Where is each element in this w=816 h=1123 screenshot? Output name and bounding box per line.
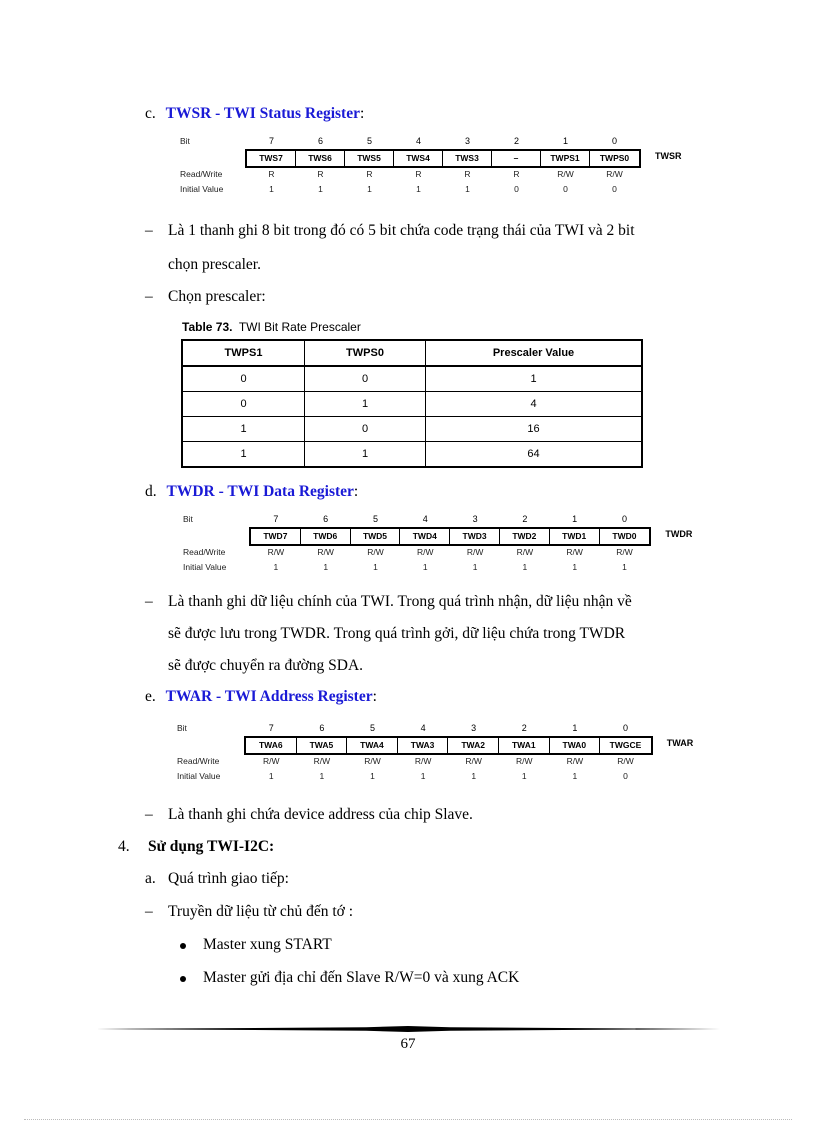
transfer-text: Truyền dữ liệu từ chủ đến tớ : (168, 903, 354, 920)
section-e-colon: : (372, 688, 377, 705)
chon-prescaler-line (145, 288, 266, 306)
rw-value: R/W (606, 169, 623, 179)
section-e-title: TWAR - TWI Address Register (165, 688, 373, 705)
initial-value: 0 (623, 771, 628, 781)
register-bit-cell: TWA0 (550, 738, 601, 753)
rw-value: R (317, 169, 324, 179)
rw-value: R/W (414, 756, 432, 766)
register-bit-cell: TWD5 (351, 529, 401, 544)
table-header-row (182, 340, 642, 366)
bit-number: 0 (621, 514, 627, 524)
table-cell: 1 (426, 366, 643, 392)
register-bit-cell: TWGCE (609, 740, 642, 750)
twar-desc-text: Là thanh ghi chứa device address của chip Slave. (168, 806, 473, 823)
register-bit-row (244, 736, 653, 755)
table-cell: 4 (426, 392, 643, 417)
rw-value: R/W (516, 547, 534, 557)
dash-marker: – (145, 288, 153, 305)
section-c-marker: c. (145, 105, 156, 122)
register-name: TWDR (665, 529, 693, 539)
twsr-desc-line-1 (145, 222, 635, 240)
register-bit-cell: TWA6 (246, 738, 297, 753)
bit-number: 2 (521, 723, 527, 733)
section-4-number: 4. (118, 838, 130, 855)
table73-caption-number: Table 73. (182, 320, 233, 334)
bit-number: 6 (319, 723, 325, 733)
bit-number: 2 (522, 514, 528, 524)
bit-number: 0 (622, 723, 628, 733)
table-cell: 64 (426, 442, 643, 468)
register-bit-cell: TWA1 (499, 738, 550, 753)
twdr-desc-text-1: Là thanh ghi dữ liệu chính của TWI. Trong quá trình nhận, dữ liệu nhận về (168, 593, 632, 610)
initial-value: 1 (319, 771, 325, 781)
initial-value: 1 (268, 771, 274, 781)
table-header-cell: TWPS0 (305, 340, 426, 366)
bit-number: 3 (471, 723, 477, 733)
initial-value: 1 (471, 771, 477, 781)
initial-value: 1 (416, 184, 421, 194)
bit-number: 1 (572, 514, 578, 524)
register-bit-row (249, 527, 651, 546)
section-e-marker: e. (145, 688, 156, 705)
table-cell: 1 (305, 442, 426, 468)
rw-value: R/W (566, 756, 584, 766)
bullet-icon (180, 943, 186, 949)
bullet-item-1: Master xung START (203, 936, 332, 953)
table-cell: 1 (305, 392, 426, 417)
bit-number: 5 (372, 514, 378, 524)
bit-number: 5 (369, 723, 375, 733)
bit-number: 7 (268, 723, 274, 733)
bit-number: 2 (513, 136, 519, 146)
bit-number: 4 (415, 136, 421, 146)
rw-value: R/W (367, 547, 384, 557)
initial-value-label: Initial Value (177, 771, 221, 781)
page-number: 67 (400, 1036, 416, 1052)
initial-value: 1 (522, 562, 528, 572)
bullet-icon (180, 976, 186, 982)
table-row (182, 366, 642, 392)
table-row (182, 392, 642, 417)
table-header-cell: Prescaler Value (426, 340, 643, 366)
register-bit-cell: TWD3 (450, 529, 500, 544)
rw-value: R/W (267, 547, 285, 557)
dash-marker: – (145, 593, 153, 610)
table-row (182, 417, 642, 442)
initial-value: 1 (367, 184, 372, 194)
dash-marker: – (145, 903, 153, 920)
section-d-colon: : (353, 483, 359, 500)
register-bit-cell: TWD2 (500, 529, 550, 544)
initial-value: 1 (572, 771, 578, 781)
dash-marker: – (145, 806, 153, 823)
rw-value: R/W (516, 756, 533, 766)
rw-value: R/W (465, 756, 482, 766)
section-e-heading (145, 688, 377, 706)
subsection-a-text: Quá trình giao tiếp: (168, 870, 289, 887)
bit-number: 1 (572, 723, 578, 733)
dash-marker: – (145, 222, 153, 239)
initial-value: 1 (323, 562, 329, 572)
rw-value: R (366, 169, 373, 179)
rw-value: R/W (616, 547, 633, 557)
initial-value-label: Initial Value (180, 184, 224, 194)
register-bit-cell: TWA5 (297, 738, 348, 753)
register-bit-cell: TWA2 (448, 738, 499, 753)
transfer-line (145, 903, 354, 921)
initial-value: 0 (514, 184, 519, 194)
register-name: TWSR (655, 151, 682, 161)
rw-value: R/W (364, 756, 381, 766)
bit-number: 1 (562, 136, 568, 146)
register-bit-cell: TWA4 (347, 738, 398, 753)
rw-value: R/W (263, 756, 280, 766)
section-d-title: TWDR - TWI Data Register (166, 483, 354, 500)
initial-value: 0 (612, 184, 617, 194)
register-bit-cell: TWPS0 (599, 153, 630, 163)
table-cell: 0 (305, 366, 426, 392)
register-bit-row (245, 149, 641, 168)
bit-number: 5 (366, 136, 372, 146)
register-bit-cell: – (492, 151, 541, 166)
table-cell: 1 (182, 442, 305, 468)
register-bit-cell: TWD6 (301, 529, 351, 544)
read-write-label: Read/Write (180, 169, 223, 179)
initial-value: 1 (373, 562, 378, 572)
register-bit-cell: TWD7 (251, 529, 301, 544)
initial-value: 0 (563, 184, 568, 194)
chon-prescaler-text: Chọn prescaler: (168, 288, 266, 305)
bit-number: 4 (422, 514, 428, 524)
register-name: TWAR (666, 738, 694, 748)
bullet-item-2: Master gửi địa chỉ đến Slave R/W=0 và xung ACK (203, 969, 520, 986)
initial-value: 1 (465, 184, 470, 194)
subsection-a (145, 870, 289, 888)
bit-number: 4 (420, 723, 426, 733)
register-bit-cell: TWPS1 (541, 151, 590, 166)
table-row (182, 442, 642, 468)
section-c-title: TWSR - TWI Status Register (165, 105, 360, 122)
rw-value: R/W (466, 547, 484, 557)
section-d-marker: d. (145, 483, 157, 500)
section-c-colon: : (359, 105, 365, 122)
register-bit-cell: TWA3 (398, 738, 449, 753)
rw-value: R (464, 169, 471, 179)
subsection-a-marker: a. (145, 870, 156, 887)
initial-value: 1 (572, 562, 578, 572)
twsr-desc-line-2: chọn prescaler. (168, 256, 261, 273)
section-d-heading (145, 483, 358, 501)
register-bit-cell: TWS3 (443, 151, 492, 166)
rw-value: R/W (417, 547, 434, 557)
table-cell: 0 (305, 417, 426, 442)
twdr-desc-line-2: sẽ được lưu trong TWDR. Trong quá trình gởi, dữ liệu chứa trong TWDR (168, 625, 626, 642)
bit-label: Bit (180, 136, 190, 146)
section-4-title: Sử dụng TWI-I2C: (148, 838, 275, 855)
initial-value: 1 (521, 771, 527, 781)
rw-value: R (415, 169, 422, 179)
bit-number: 3 (464, 136, 470, 146)
rw-value: R/W (617, 756, 634, 766)
initial-value: 1 (420, 771, 426, 781)
bit-number: 0 (611, 136, 617, 146)
rw-value: R (268, 169, 275, 179)
register-bit-cell: TWD4 (400, 529, 450, 544)
bit-label: Bit (177, 723, 187, 733)
initial-value: 1 (472, 562, 478, 572)
bit-number: 7 (268, 136, 274, 146)
twdr-desc-line-1 (145, 593, 632, 611)
table73-caption (182, 320, 361, 334)
initial-value-label: Initial Value (183, 562, 227, 572)
table-cell: 0 (182, 392, 305, 417)
rw-value: R/W (557, 169, 574, 179)
table73-caption-title: TWI Bit Rate Prescaler (238, 320, 361, 334)
bit-number: 6 (317, 136, 323, 146)
table-header-cell: TWPS1 (182, 340, 305, 366)
section-4-heading (118, 838, 275, 856)
twar-desc-line (145, 806, 473, 824)
read-write-label: Read/Write (177, 756, 220, 766)
register-bit-cell: TWS6 (296, 151, 345, 166)
bit-number: 6 (323, 514, 329, 524)
register-bit-cell: TWS7 (247, 151, 296, 166)
initial-value: 1 (318, 184, 323, 194)
initial-value: 1 (422, 562, 428, 572)
initial-value: 1 (622, 562, 627, 572)
rw-value: R (513, 169, 520, 179)
prescaler-table (181, 339, 643, 468)
register-bit-cell: TWD0 (612, 531, 637, 541)
page-bottom-dotted-edge (24, 1119, 792, 1120)
table-cell: 1 (182, 417, 305, 442)
initial-value: 1 (269, 184, 274, 194)
rw-value: R/W (317, 547, 334, 557)
section-c-heading (145, 105, 364, 123)
register-bit-cell: TWS5 (345, 151, 394, 166)
register-bit-cell: TWD1 (550, 529, 600, 544)
rw-value: R/W (566, 547, 583, 557)
table-cell: 0 (182, 366, 305, 392)
twdr-desc-line-3: sẽ được chuyển ra đường SDA. (168, 657, 364, 674)
bit-number: 3 (472, 514, 478, 524)
bit-number: 7 (273, 514, 279, 524)
footer-rule (96, 1024, 720, 1034)
bit-label: Bit (183, 514, 193, 524)
read-write-label: Read/Write (183, 547, 226, 557)
register-bit-cell: TWS4 (394, 151, 443, 166)
twsr-desc-text-1: Là 1 thanh ghi 8 bit trong đó có 5 bit chứa code trạng thái của TWI và 2 bit (168, 222, 635, 239)
rw-value: R/W (313, 756, 331, 766)
table-cell: 16 (426, 417, 643, 442)
initial-value: 1 (370, 771, 375, 781)
initial-value: 1 (273, 562, 279, 572)
